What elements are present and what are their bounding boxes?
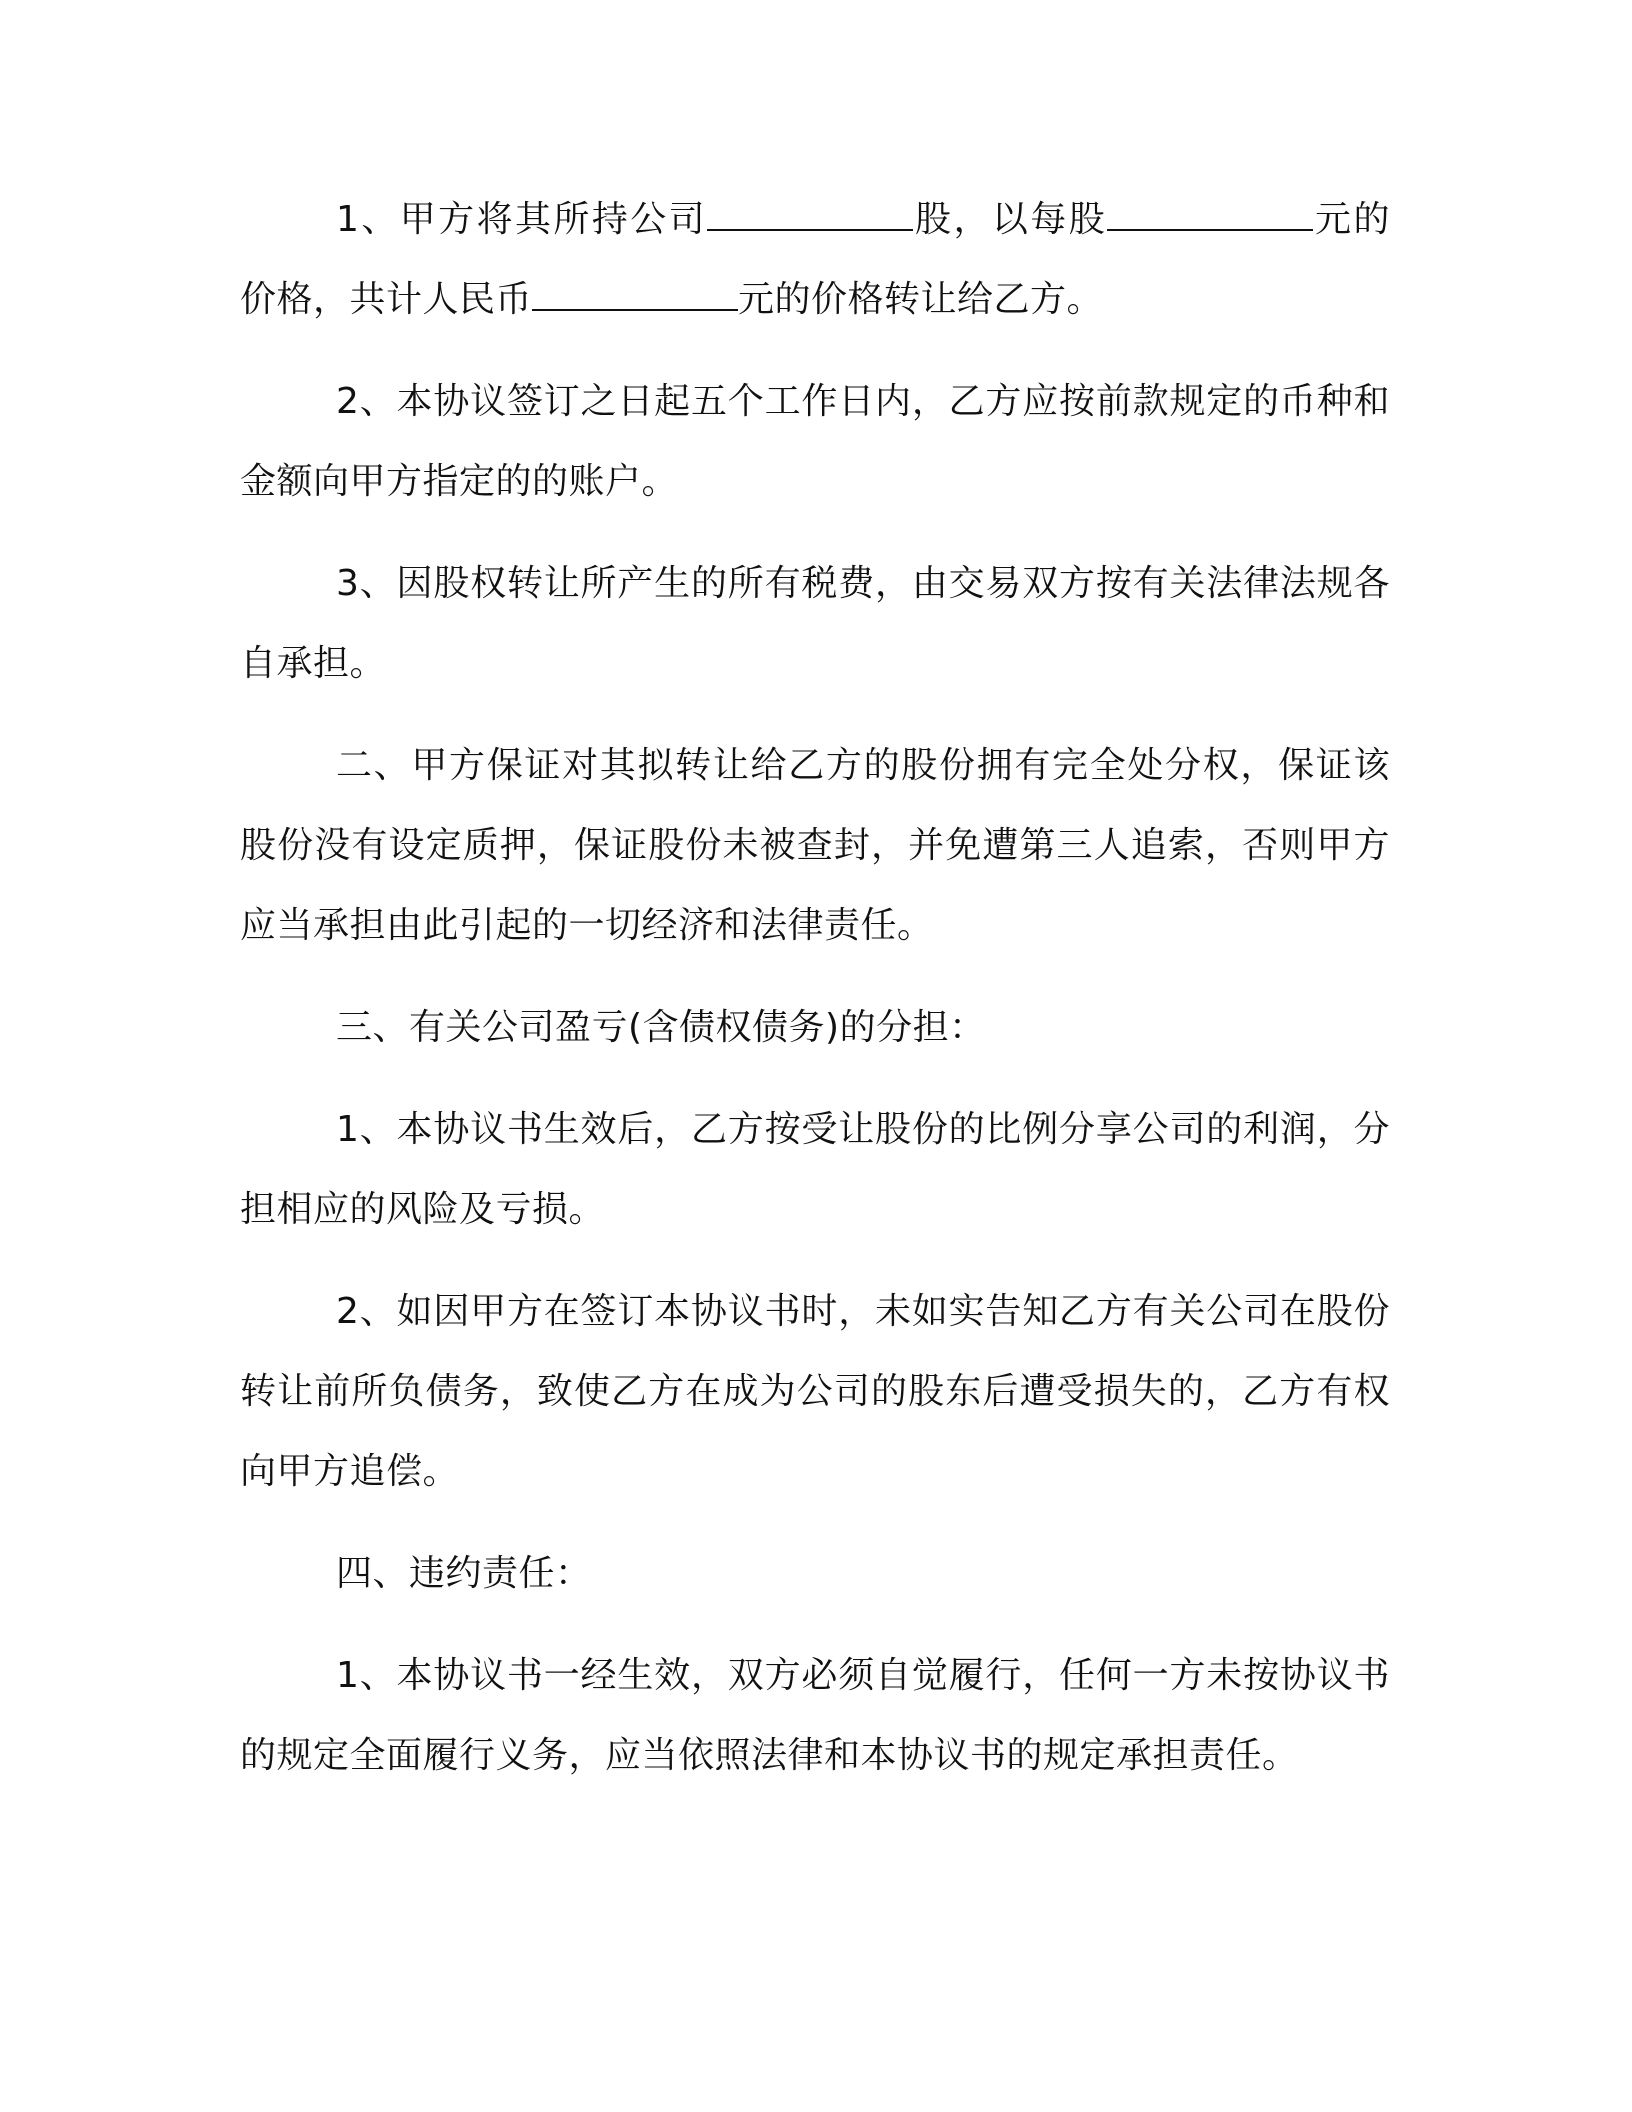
clause-3-1: 1、本协议书生效后，乙方按受让股份的比例分享公司的利润，分担相应的风险及亏损。 <box>240 1109 1390 1230</box>
clause-1-1-text-d: 元的价格转让给乙方。 <box>738 279 1104 320</box>
section-3-title: 三、有关公司盈亏(含债权债务)的分担： <box>336 1007 986 1048</box>
clause-1-1-text-c: 元的价格，共计人民币 <box>240 199 1390 320</box>
clause-3-2: 2、如因甲方在签订本协议书时，未如实告知乙方有关公司在股份转让前所负债务，致使乙方在成为公司的股东后遭受损失的，乙方有权向甲方追偿。 <box>240 1291 1390 1492</box>
document-body <box>240 180 1390 1818</box>
clause-4-1: 1、本协议书一经生效，双方必须自觉履行，任何一方未按协议书的规定全面履行义务，应当依照法律和本协议书的规定承担责任。 <box>240 1655 1390 1776</box>
clause-1-1-text-a: 1、甲方将其所持公司 <box>336 199 708 240</box>
clause-2: 二、甲方保证对其拟转让给乙方的股份拥有完全处分权，保证该股份没有设定质押，保证股份未被查封，并免遭第三人追索，否则甲方应当承担由此引起的一切经济和法律责任。 <box>240 745 1390 946</box>
clause-1-3: 3、因股权转让所产生的所有税费，由交易双方按有关法律法规各自承担。 <box>240 563 1390 684</box>
section-4-title: 四、违约责任： <box>336 1553 592 1594</box>
blank-price-per-share-field <box>1107 199 1313 231</box>
clause-1-1 <box>240 180 1390 340</box>
blank-shares-field <box>707 199 913 231</box>
clause-1-2: 2、本协议签订之日起五个工作日内，乙方应按前款规定的币种和金额向甲方指定的的账户。 <box>240 381 1390 502</box>
clause-1-1-text-b: 股，以每股 <box>913 199 1108 240</box>
blank-total-amount-field <box>532 279 738 311</box>
